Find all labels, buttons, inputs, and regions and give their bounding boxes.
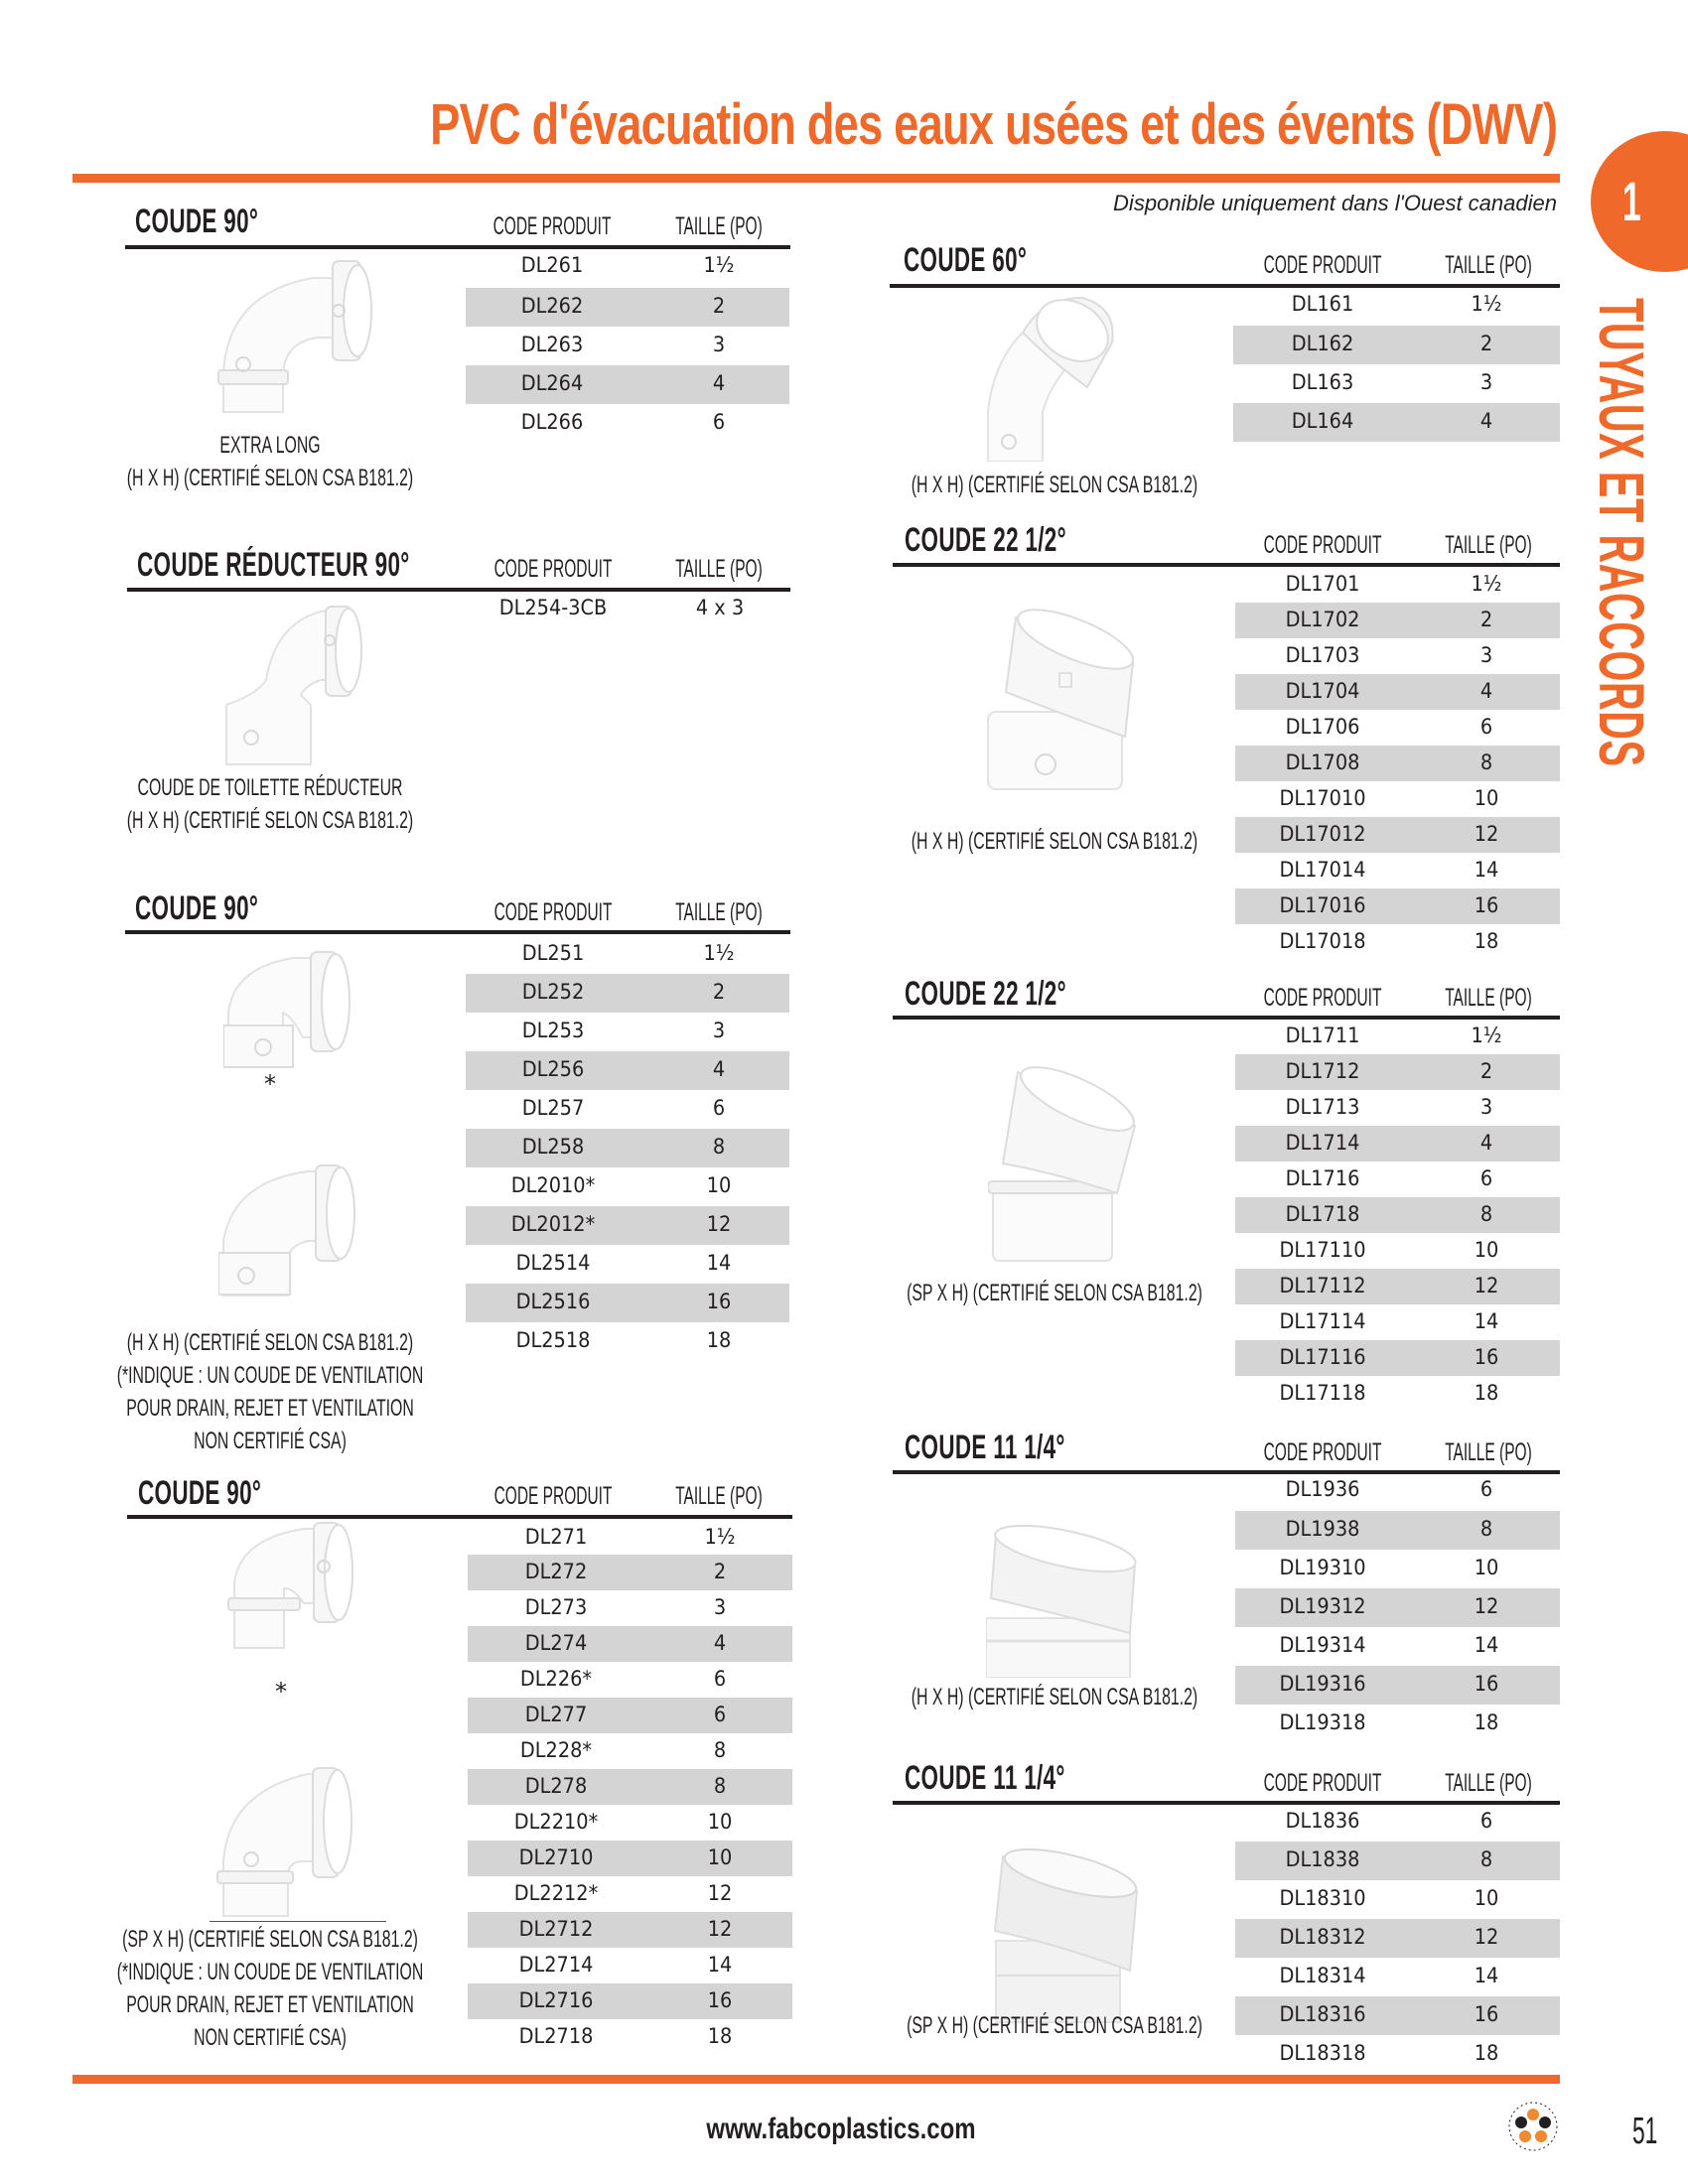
- product-table: [1235, 1803, 1560, 2074]
- table-row: DL264 4: [466, 365, 789, 404]
- product-table: [1233, 287, 1560, 442]
- table-row: DL17016 16: [1235, 888, 1560, 924]
- product-table: [1235, 567, 1560, 960]
- table-row: DL1704 4: [1235, 674, 1560, 710]
- table-row: DL1718 8: [1235, 1197, 1560, 1233]
- table-row: DL2710 10: [468, 1841, 792, 1876]
- column-header-code: CODE PRODUIT: [492, 212, 612, 240]
- bottom-orange-rule: [72, 2075, 1560, 2084]
- table-row: DL1838 8: [1235, 1842, 1560, 1880]
- table-row: DL2210* 10: [513, 1810, 733, 1834]
- section-heading: COUDE 22 1/2°: [905, 521, 1066, 559]
- table-row: DL1716 6: [1285, 1166, 1493, 1190]
- table-row: DL19312 12: [1235, 1588, 1560, 1627]
- table-row: DL17018 18: [1279, 929, 1499, 953]
- table-row: DL2010* 10: [510, 1173, 732, 1197]
- table-row: DL17116 16: [1235, 1340, 1560, 1376]
- product-table: [1235, 1019, 1560, 1412]
- vent-asterisk: *: [264, 1070, 276, 1098]
- table-row: DL273 3: [524, 1595, 727, 1619]
- product-table: [466, 249, 789, 443]
- street-elbow-90-large-icon: [213, 1762, 372, 1921]
- table-row: DL1712 2: [1235, 1054, 1560, 1090]
- section-heading: COUDE 90°: [138, 1474, 262, 1512]
- fabco-logo-icon: [1507, 2101, 1559, 2152]
- section-heading: COUDE 60°: [904, 241, 1028, 279]
- vent-street-elbow-90-icon: [224, 1519, 368, 1658]
- column-header-size: TAILLE (PO): [675, 1482, 763, 1510]
- table-row: DL162 2: [1233, 326, 1560, 364]
- column-header-code: CODE PRODUIT: [493, 1482, 613, 1510]
- section-note: (H X H) (CERTIFIÉ SELON CSA B181.2): [911, 472, 1198, 498]
- table-row: DL17112 12: [1235, 1269, 1560, 1304]
- page-title: PVC d'évacuation des eaux usées et des évents (DWV): [429, 92, 1557, 157]
- table-row: DL251 1½: [521, 941, 735, 965]
- table-row: DL256 4: [466, 1051, 789, 1090]
- table-row: DL19318 18: [1279, 1710, 1499, 1734]
- top-orange-rule: [72, 174, 1560, 183]
- product-table: [468, 1519, 792, 2055]
- street-elbow-22-5-icon: [988, 1064, 1142, 1263]
- product-table: [466, 935, 789, 1361]
- section-rule: [125, 930, 790, 934]
- table-row: DL17114 14: [1279, 1309, 1499, 1333]
- table-row: DL2718 18: [518, 2024, 733, 2048]
- table-row: DL1936 6: [1285, 1477, 1493, 1501]
- section-heading: COUDE 11 1/4°: [905, 1759, 1065, 1797]
- column-header-size: TAILLE (PO): [675, 555, 763, 583]
- elbow-90-icon: [204, 253, 387, 422]
- column-header-size: TAILLE (PO): [1445, 984, 1532, 1012]
- table-row: DL274 4: [468, 1626, 792, 1662]
- product-table: [1235, 1472, 1560, 1743]
- table-row: DL1708 8: [1235, 746, 1560, 781]
- table-row: DL1701 1½: [1285, 572, 1502, 596]
- table-row: DL18318 18: [1279, 2041, 1499, 2065]
- section-note: (H X H) (CERTIFIÉ SELON CSA B181.2): [911, 1684, 1198, 1710]
- section-heading: COUDE 11 1/4°: [905, 1429, 1065, 1466]
- table-row: DL19314 14: [1279, 1633, 1499, 1657]
- table-row: DL18316 16: [1235, 1996, 1560, 2035]
- section-note: EXTRA LONG (H X H) (CERTIFIÉ SELON CSA B181.2): [126, 432, 414, 491]
- table-row: DL2212* 12: [513, 1881, 733, 1905]
- table-row: DL17010 10: [1279, 786, 1499, 810]
- table-row: DL163 3: [1291, 370, 1493, 394]
- table-row: DL18314 14: [1279, 1964, 1499, 1987]
- table-row: DL2012* 12: [466, 1206, 789, 1245]
- table-row: DL1703 3: [1285, 643, 1493, 667]
- section-heading: COUDE 22 1/2°: [905, 975, 1066, 1013]
- section-note: (SP X H) (CERTIFIÉ SELON CSA B181.2): [907, 1280, 1202, 1306]
- column-header-code: CODE PRODUIT: [1263, 251, 1382, 279]
- elbow-11-25-icon: [986, 1524, 1140, 1678]
- section-heading: COUDE 90°: [135, 203, 259, 240]
- table-row: DL278 8: [468, 1769, 792, 1805]
- table-row: DL226* 6: [519, 1667, 727, 1691]
- table-row: DL262 2: [466, 288, 789, 327]
- reducing-elbow-icon: [216, 601, 385, 769]
- column-header-size: TAILLE (PO): [1445, 251, 1532, 279]
- column-header-size: TAILLE (PO): [1445, 531, 1532, 559]
- table-row: DL1836 6: [1285, 1809, 1493, 1833]
- table-row: DL19310 10: [1279, 1556, 1499, 1579]
- table-row: DL1714 4: [1235, 1126, 1560, 1161]
- vent-elbow-90-icon: [223, 948, 362, 1072]
- table-row: DL1711 1½: [1285, 1024, 1502, 1047]
- elbow-22-5-icon: [986, 608, 1145, 791]
- table-row: DL2518 18: [515, 1328, 732, 1352]
- table-row: DL228* 8: [519, 1738, 727, 1762]
- elbow-90-large-icon: [218, 1161, 367, 1300]
- website-link[interactable]: www.fabcoplastics.com: [706, 2113, 976, 2145]
- column-header-code: CODE PRODUIT: [1263, 1438, 1382, 1466]
- column-header-code: CODE PRODUIT: [1263, 984, 1382, 1012]
- column-header-size: TAILLE (PO): [675, 898, 763, 926]
- table-row: DL18312 12: [1235, 1919, 1560, 1958]
- elbow-60-icon: [983, 293, 1122, 462]
- table-row: DL19316 16: [1235, 1666, 1560, 1705]
- column-header-code: CODE PRODUIT: [1263, 531, 1382, 559]
- table-row: DL161 1½: [1291, 292, 1502, 316]
- chapter-label-vertical: TUYAUX ET RACCORDS: [1586, 298, 1657, 767]
- section-note: (SP X H) (CERTIFIÉ SELON CSA B181.2): [907, 2012, 1202, 2039]
- table-row: DL1702 2: [1235, 603, 1560, 638]
- section-note: (H X H) (CERTIFIÉ SELON CSA B181.2) (*INDIQUE : UN COUDE DE VENTILATION POUR DRAIN, REJET ET VENTILATION NON CERTIFIÉ CSA): [116, 1329, 424, 1454]
- table-row: DL266 6: [520, 410, 726, 434]
- table-row: DL1713 3: [1285, 1095, 1493, 1119]
- section-note: (SP X H) (CERTIFIÉ SELON CSA B181.2) (*INDIQUE : UN COUDE DE VENTILATION POUR DRAIN, REJET ET VENTILATION NON CERTIFIÉ CSA): [116, 1926, 424, 2051]
- section-rule: [127, 588, 790, 592]
- table-row: DL252 2: [466, 974, 789, 1013]
- column-header-code: CODE PRODUIT: [1263, 1769, 1382, 1797]
- table-row: DL271 1½: [524, 1525, 736, 1549]
- street-elbow-11-25-icon: [993, 1846, 1142, 2025]
- table-row: DL17118 18: [1279, 1381, 1499, 1405]
- column-header-code: CODE PRODUIT: [493, 898, 613, 926]
- table-row: DL253 3: [521, 1019, 726, 1042]
- table-row: DL272 2: [468, 1555, 792, 1590]
- column-header-size: TAILLE (PO): [675, 212, 763, 240]
- table-row: DL258 8: [466, 1129, 789, 1167]
- table-row: DL2514 14: [515, 1251, 732, 1275]
- table-row: DL277 6: [468, 1698, 792, 1733]
- section-note: (H X H) (CERTIFIÉ SELON CSA B181.2): [911, 828, 1198, 855]
- table-row: DL254-3CB 4 x 3: [498, 596, 745, 619]
- table-row: DL2712 12: [468, 1912, 792, 1948]
- table-row: DL18310 10: [1279, 1886, 1499, 1910]
- column-header-size: TAILLE (PO): [1445, 1769, 1532, 1797]
- table-row: DL261 1½: [520, 253, 735, 277]
- table-row: DL1938 8: [1235, 1511, 1560, 1550]
- table-row: DL164 4: [1233, 403, 1560, 442]
- table-row: DL1706 6: [1285, 715, 1493, 739]
- availability-note: Disponible uniquement dans l'Ouest canadien: [1113, 191, 1557, 215]
- column-header-size: TAILLE (PO): [1445, 1438, 1532, 1466]
- column-header-code: CODE PRODUIT: [493, 555, 613, 583]
- section-heading: COUDE RÉDUCTEUR 90°: [137, 546, 410, 584]
- chapter-number: 1: [1622, 170, 1641, 232]
- page-number: 51: [1632, 2111, 1658, 2152]
- table-row: DL257 6: [521, 1096, 726, 1120]
- table-row: DL17110 10: [1279, 1238, 1499, 1262]
- image-baseline-divider: [210, 1921, 386, 1922]
- table-row: DL263 3: [520, 333, 726, 356]
- section-note: COUDE DE TOILETTE RÉDUCTEUR (H X H) (CERTIFIÉ SELON CSA B181.2): [126, 774, 414, 834]
- table-row: DL2516 16: [466, 1284, 789, 1322]
- table-row: DL2714 14: [518, 1953, 733, 1977]
- table-row: DL2716 16: [468, 1983, 792, 2019]
- section-heading: COUDE 90°: [135, 889, 259, 927]
- table-row: DL17012 12: [1235, 817, 1560, 853]
- table-row: DL17014 14: [1279, 858, 1499, 882]
- product-table: [466, 594, 789, 629]
- vent-asterisk: *: [275, 1678, 287, 1706]
